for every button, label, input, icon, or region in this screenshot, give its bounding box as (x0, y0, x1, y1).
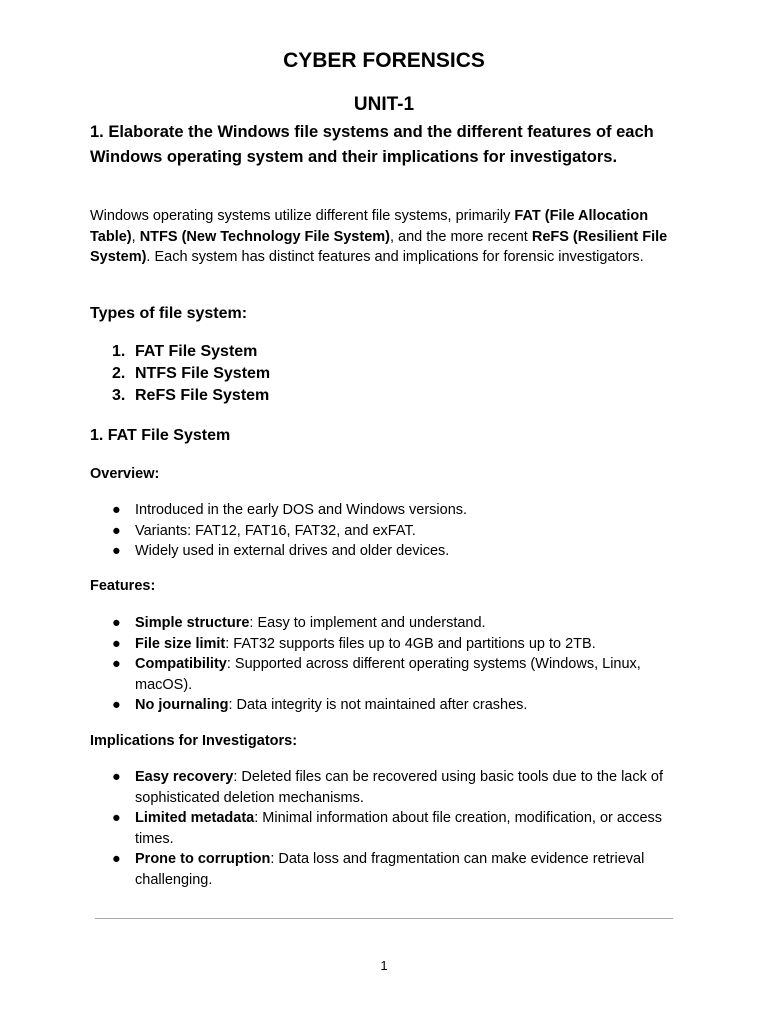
page-number: 1 (380, 958, 388, 973)
list-item: ● Easy recovery: Deleted files can be recovered using basic tools due to the lack of sophisticated deletion mechanisms. (112, 769, 663, 806)
unit-heading: UNIT-1 (353, 94, 415, 115)
fat-section-heading: 1. FAT File System (90, 427, 231, 444)
implications-heading: Implications for Investigators: (90, 733, 298, 749)
overview-heading: Overview: (90, 466, 160, 482)
list-item: ● Compatibility: Supported across different operating systems (Windows, Linux, macOS). (112, 656, 641, 693)
document-title: CYBER FORENSICS (283, 49, 485, 72)
list-item: ● Prone to corruption: Data loss and fragmentation can make evidence retrieval challenging. (112, 851, 645, 888)
list-item: ● File size limit: FAT32 supports files up to 4GB and partitions up to 2TB. (112, 635, 596, 652)
list-item: 2. NTFS File System (112, 365, 271, 382)
features-list (90, 613, 680, 716)
intro-paragraph: Windows operating systems utilize different file systems, primarily FAT (File Allocation Table), NTFS (New Technology File System), and the more recent ReFS (Resilient File System). Each system has distinct features and implications for forensic investigators. (90, 208, 668, 266)
implications-list (90, 767, 680, 891)
types-list (90, 341, 270, 407)
list-item: ● Simple structure: Easy to implement and understand. (112, 615, 486, 631)
list-item: ● Introduced in the early DOS and Windows versions. (112, 502, 468, 518)
list-item: ● Limited metadata: Minimal information about file creation, modification, or access times. (112, 810, 663, 847)
footer-divider (95, 918, 673, 919)
features-heading: Features: (90, 578, 156, 594)
list-item: ● No journaling: Data integrity is not maintained after crashes. (112, 697, 528, 714)
list-item: ● Variants: FAT12, FAT16, FAT32, and exFAT. (112, 522, 416, 539)
types-heading: Types of file system: (90, 305, 248, 322)
list-item: 3. ReFS File System (112, 387, 270, 404)
overview-list (90, 500, 680, 562)
list-item: 1. FAT File System (112, 343, 258, 360)
list-item: ● Widely used in external drives and older devices. (112, 543, 450, 560)
question-heading: 1. Elaborate the Windows file systems and the different features of each Windows operating system and their implications for investigators. (90, 123, 654, 166)
